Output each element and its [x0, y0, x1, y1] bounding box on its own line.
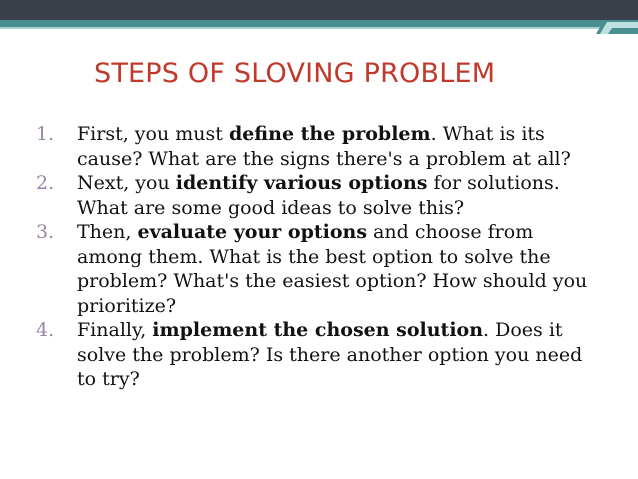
step-prefix: Next, you [77, 172, 176, 194]
list-number: 4. [36, 319, 55, 341]
list-item [36, 171, 598, 220]
list-item [36, 318, 598, 392]
step-key-phrase: define the problem [228, 123, 431, 145]
step-prefix: First, you must [77, 123, 229, 145]
header-decoration-bar [0, 0, 638, 34]
list-item-text [77, 171, 598, 220]
step-key-phrase: implement the chosen solution [152, 319, 484, 341]
slide-title: STEPS OF SLOVING PROBLEM [94, 58, 496, 89]
steps-list [36, 122, 598, 392]
step-suffix: and choose from among them. What is the best option to solve the problem? What's the easiest option? How should you prioritize? [77, 221, 588, 317]
step-prefix: Then, [77, 221, 138, 243]
list-item-text [77, 220, 598, 318]
step-suffix: . Does it solve the problem? Is there another option you need to try? [77, 319, 583, 390]
list-number: 1. [36, 123, 55, 145]
step-key-phrase: identify various options [175, 172, 428, 194]
list-item-text [77, 122, 598, 171]
list-item-text [77, 318, 598, 392]
list-number: 2. [36, 172, 55, 194]
step-prefix: Finally, [77, 319, 153, 341]
list-number: 3. [36, 221, 55, 243]
step-suffix: for solutions. What are some good ideas to solve this? [77, 172, 560, 219]
step-key-phrase: evaluate your options [137, 221, 368, 243]
step-suffix: . What is its cause? What are the signs there's a problem at all? [77, 123, 571, 170]
list-item [36, 220, 598, 318]
list-item [36, 122, 598, 171]
